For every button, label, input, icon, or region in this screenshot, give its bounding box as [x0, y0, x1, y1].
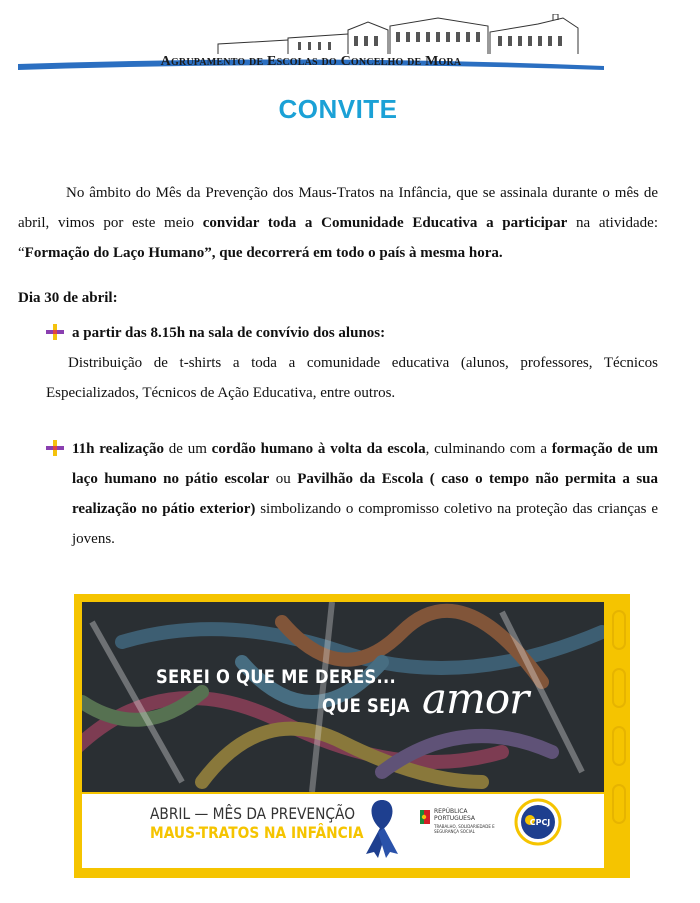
item2-bold-1: 11h realização — [72, 441, 164, 457]
poster-edge-notch — [612, 726, 626, 766]
school-header — [18, 14, 604, 70]
republica-line-2: PORTUGUESA — [434, 815, 475, 822]
list-item-schedule-1 — [46, 318, 658, 348]
list-item-schedule-2 — [46, 434, 658, 554]
poster-maus-tratos: MAUS-TRATOS NA INFÂNCIA — [150, 823, 364, 842]
blue-ribbon-icon — [362, 796, 402, 858]
item2-bold-4: Pavilhão da Escola ( caso o tempo não permita a sua realização no pátio exterior) — [72, 471, 659, 517]
poster-amor: amor — [422, 674, 529, 723]
poster-line-2: QUE SEJA — [322, 695, 410, 717]
poster-abril: ABRIL — MÊS DA PREVENÇÃO — [150, 804, 356, 823]
item2-text-3: ou — [269, 471, 298, 487]
cpcj-logo — [514, 798, 562, 846]
item2-text-2: , culminando com a — [425, 441, 552, 457]
poster-footer — [82, 794, 604, 868]
poster-edge-notch — [612, 668, 626, 708]
republica-line-3: TRABALHO, SOLIDARIEDADE E SEGURANÇA SOCIAL — [434, 824, 495, 834]
cpcj-text: CPCJ — [529, 818, 551, 827]
republica-logo — [434, 808, 504, 834]
day-label: Dia 30 de abril: — [18, 290, 118, 306]
item1-heading: a partir das 8.15h na sala de convívio dos alunos: — [72, 325, 386, 341]
item2-text-4: simbolizando o compromisso coletivo na proteção das crianças e jovens. — [72, 501, 658, 547]
republica-line-1: REPÚBLICA — [434, 808, 468, 815]
poster-line-1: SEREI O QUE ME DERES... — [156, 666, 396, 688]
item2-bold-2: cordão humano à volta da escola — [211, 441, 426, 457]
chalkboard — [82, 602, 604, 792]
intro-bold-2: Formação do Laço Humano”, que decorrerá em todo o país à mesma hora. — [24, 245, 503, 261]
campaign-poster — [74, 594, 630, 878]
portugal-flag-icon — [420, 810, 430, 824]
page-title: CONVITE — [278, 94, 398, 124]
bullet-cross-icon — [46, 440, 64, 456]
poster-edge-notch — [612, 784, 626, 824]
intro-text-1: No âmbito do Mês da Prevenção dos Maus-Tratos na Infância, que se assinala durante o mês de abril, vimos por este meio — [18, 185, 658, 231]
bullet-cross-icon — [46, 324, 64, 340]
intro-text-2: na atividade: “ — [18, 215, 658, 261]
item2-text — [72, 434, 658, 554]
poster-edge-notch — [612, 610, 626, 650]
intro-bold-1: convidar toda a Comunidade Educativa a participar — [202, 215, 568, 231]
school-name: Agrupamento de Escolas do Concelho de Mora — [160, 54, 462, 69]
item1-body: Distribuição de t-shirts a toda a comunidade educativa (alunos, professores, Técnicos Especializados, Técnicos de Ação Educativa, entre outros. — [46, 355, 658, 401]
item2-bold-3: formação de um laço humano no pátio escolar — [72, 441, 658, 487]
intro-paragraph — [18, 178, 658, 268]
item2-text-1: de um — [164, 441, 212, 457]
